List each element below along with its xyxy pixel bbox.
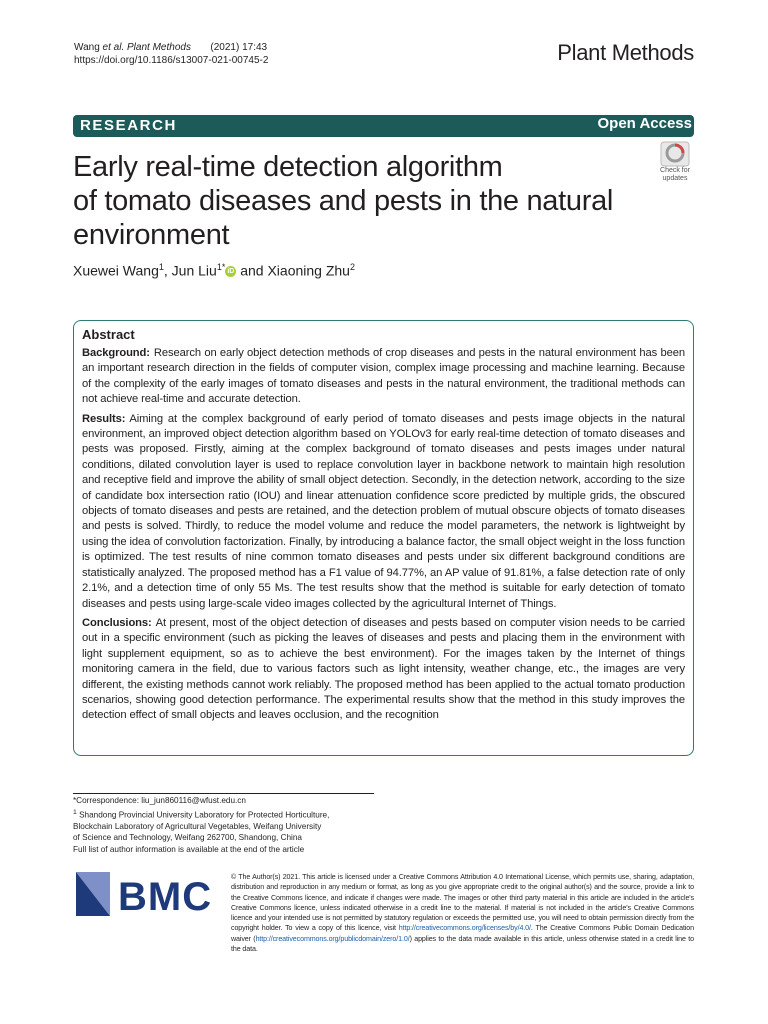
orcid-icon[interactable]: iD (227, 268, 235, 276)
background-text: Research on early object detection methods of crop diseases and pests in the natural environment has been an important research direction in the fields of computer vision, complex image processing and machine learning. Because of the complexity of the early images of tomato diseases and pests in the natural environment, the traditional methods can not achieve real-time and accurate detection. (82, 347, 685, 406)
check-label-line2: updates (662, 175, 688, 182)
abstract-box (73, 320, 694, 756)
bmc-logo-text: BMC (118, 875, 213, 916)
cite-author: Wang (74, 42, 100, 53)
license-part3: ) applies to the data made available in this article, unless otherwise stated in a credit line to the data. (231, 934, 694, 954)
license-part1: © The Author(s) 2021. This article is licensed under a Creative Commons Attribution 4.0 International License, which permits use, sharing, adaptation, distribution and reproduction in any medium or format, as long as you give appropriate credit to the original author(s) and the source, provide a link to the Creative Commons licence, and indicate if changes were made. The images or other third party material in this article are included in the article's Creative Commons licence, unless indicated otherwise in a credit line to the material. If material is not included in the article's Creative Commons licence and your intended use is not permitted by statutory regulation or exceeds the permitted use, you will need to obtain permission directly from the copyright holder. To view a copy of this licence, visit (231, 873, 694, 933)
author-info-note: Full list of author information is available at the end of the article (73, 844, 305, 854)
abstract-conclusions (82, 616, 685, 724)
footnotes (73, 795, 373, 855)
affiliation (73, 807, 373, 821)
author-affil: 1 (158, 262, 164, 272)
author-name: Xuewei Wang (73, 262, 159, 279)
title-line: environment (73, 219, 230, 251)
license-text (231, 872, 694, 954)
title-line: of tomato diseases and pests in the natural (73, 185, 614, 217)
doi-link[interactable]: https://doi.org/10.1186/s13007-021-00745-2 (74, 55, 269, 66)
title-line: Early real-time detection algorithm (73, 151, 503, 183)
abstract-heading: Abstract (82, 327, 135, 342)
article-title (73, 150, 633, 252)
waiver-link[interactable]: http://creativecommons.org/publicdomain/zero/1.0/ (255, 934, 410, 943)
footnote-divider (73, 793, 374, 794)
cite-etal: et al. (102, 42, 125, 53)
author-list: Xuewei Wang$^1$, Jun Liu$^{1*}$ iD and Xiaoning Zhu$^2$ (73, 262, 355, 279)
results-label: Results: (82, 412, 126, 425)
journal-name: Plant Methods (557, 40, 694, 65)
section-label: RESEARCH (80, 117, 177, 134)
abstract-results (82, 412, 685, 612)
affil-number: 1 (73, 808, 77, 816)
conclusions-label: Conclusions: (82, 616, 152, 629)
background-label: Background: (82, 347, 150, 359)
cite-journal: Plant Methods (127, 42, 191, 53)
check-updates-icon (660, 141, 690, 167)
citation-header (74, 41, 268, 67)
affil-line: Shandong Provincial University Laboratory for Protected Horticulture, (79, 810, 330, 820)
author-name: and Xiaoning Zhu (240, 262, 350, 279)
affil-line: Blockchain Laboratory of Agricultural Vegetables, Weifang University (73, 821, 322, 831)
author-affil: 1* (216, 262, 226, 272)
bmc-logo (76, 872, 216, 916)
license-part2: . The Creative Commons Public Domain Dedication waiver ( (231, 924, 694, 943)
author-name: Jun Liu (171, 262, 217, 279)
affil-line: of Science and Technology, Weifang 262700, Shandong, China (73, 833, 302, 843)
license-link[interactable]: http://creativecommons.org/licenses/by/4.0/ (398, 924, 531, 933)
abstract-background (82, 346, 685, 408)
author-affil: 2 (349, 262, 355, 272)
correspondence: *Correspondence: liu_jun860116@wfust.edu.cn (73, 796, 246, 805)
open-access-label: Open Access (597, 115, 692, 132)
check-for-updates-button[interactable] (655, 141, 695, 181)
check-label-line1: Check for (660, 167, 690, 174)
cite-year-volume: (2021) 17:43 (210, 42, 268, 53)
results-text: Aiming at the complex background of early period of tomato diseases and pests image objects in the natural environment, an improved object detection algorithm based on YOLOv3 for early real-time detection of tomato diseases and pests was proposed. Firstly, aiming at the complex background of tomato diseases and pests images under natural conditions, dilated convolution layer is used to replace convolution layer in backbone network to maintain high resolution and receptive field and improve the ability of small object detection. Secondly, in the detection network, according to the size of candidate box intersection ratio (IOU) and linear attenuation confidence score predicted by multiple grids, the obscured objects of tomato diseases and pests are retained, and the detection problem of mutual obscure objects of tomato diseases and pests is solved. Thirdly, to reduce the model volume and reduce the model parameters, the network is lightweight by using the idea of convolution factorization. Finally, by introducing a balance factor, the small object weight in the loss function is optimized. The test results of nine common tomato diseases and pests under six different background conditions are statistically analyzed. The proposed method has a F1 value of 94.77%, an AP value of 91.81%, a false detection rate of only 2.1%, and a detection time of only 55 Ms. The test results show that the method is suitable for early detection of tomato diseases and pests using large-scale video images collected by the agricultural Internet of Things. (82, 412, 685, 610)
conclusions-text: At present, most of the object detection of diseases and pests based on computer vision needs to be carried out in a specific environment (such as picking the leaves of diseases and pests and placing them in the environment with light supplement equipment, so as to achieve the best environment). For the images taken by the Internet of things monitoring camera in the field, due to various factors such as light intensity, weather change, etc., the images are very different, the existing methods cannot work reliably. The proposed method has been applied to the actual tomato production scenarios, showing good detection performance. The experimental results show that the method in this study improves the detection effect of small objects and leaves occlusion, and the recognition (82, 616, 685, 722)
